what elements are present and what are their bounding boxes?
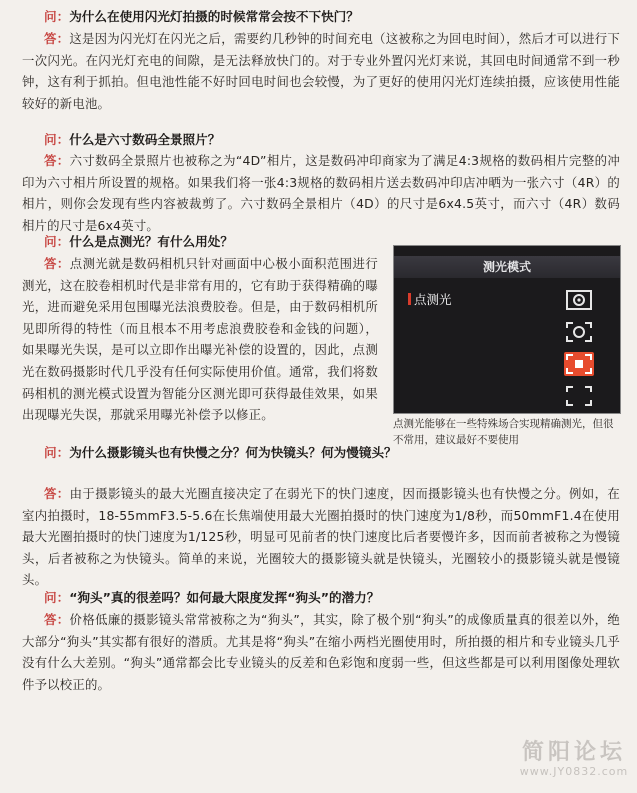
watermark-logo-text: 简阳论坛: [521, 740, 626, 765]
metering-mode-photo: [393, 245, 621, 414]
answer-3: [22, 253, 378, 426]
answer-text: 由于摄影镜头的最大光圈直接决定了在弱光下的快门速度，因而摄影镜头也有快慢之分。例如，在室内拍摄时，18-55mmF3.5-5.6在长焦端使用最大光圈拍摄时的快门速度为1/8秒，而50mmF1.4在使用最大光圈拍摄时的快门速度为1/125秒，明显可见前者的快门速度比后者要慢许多，因而前者被称之为慢镜头，后者被称之为快镜头。简单的来说，光圈较大的摄影镜头就是快镜头，光圈较小的摄影镜头就是慢镜头。: [22, 486, 620, 588]
answer-text: 这是因为闪光灯在闪光之后，需要约几秒钟的时间充电（这被称之为回电时间），然后才可以进行下一次闪光。在闪光灯充电的间隙，是无法释放快门的。对于专业外置闪光灯来说，其回电时间通常不到一秒钟，这有利于抓拍。但电池性能不好时回电时间也会较慢，为了更好的使用闪光灯连续拍摄，应该使用性能较好的新电池。: [22, 31, 620, 111]
question-text: 为什么摄影镜头也有快慢之分？何为快镜头？何为慢镜头？: [69, 445, 397, 460]
question-label: 问：: [44, 590, 70, 605]
answer-text: 价格低廉的摄影镜头常常被称之为“狗头”，其实，除了极个别“狗头”的成像质量真的很差以外，绝大部分“狗头”其实都有很好的潜质。尤其是将“狗头”在缩小两档光圈使用时，所拍摄的相片和专业镜头几乎没有什么大差别。“狗头”通常都会比专业镜头的反差和色彩饱和度弱一些，但这些都是可以利用图像处理软件予以校正的。: [22, 612, 620, 692]
answer-1: [22, 28, 620, 114]
answer-label: 答：: [44, 256, 70, 271]
answer-text: 点测光就是数码相机只针对画面中心极小面积范围进行测光，这在胶卷相机时代是非常有用的，它有助于获得精确的曝光，进而避免采用包围曝光法浪费胶卷。但是，由于数码相机所见即所得的特性（而且根本不用考虑浪费胶卷和金钱的问题），如果曝光失误，是可以立即作出曝光补偿的设置的，因此，点测光在数码摄影时代几乎没有任何实际使用价值。通常，我们将数码相机的测光模式设置为智能分区测光即可获得最佳效果，如果出现曝光失误，那就采用曝光补偿予以修正。: [22, 256, 378, 423]
menu-title: 测光模式: [394, 256, 620, 278]
answer-5: [22, 609, 620, 695]
question-label: 问：: [44, 445, 70, 460]
question-5: [22, 589, 620, 607]
answer-label: 答：: [44, 31, 70, 46]
center-weighted-metering-icon: [564, 384, 594, 408]
question-label: 问：: [44, 9, 70, 24]
question-label: 问：: [44, 234, 70, 249]
partial-metering-icon: [564, 320, 594, 344]
watermark-url: www.JY0832.com: [519, 765, 629, 778]
answer-2: [22, 150, 620, 236]
question-text: 什么是六寸数码全景照片？: [69, 132, 221, 147]
qa-block-1: [22, 8, 620, 26]
question-3: [22, 233, 378, 251]
answer-text: 六寸数码全景照片也被称之为“4D”相片，这是数码冲印商家为了满足4:3规格的数码相片完整的冲印为六寸相片所设置的规格。如果我们将一张4:3规格的数码相片送去数码冲印店冲晒为一张六寸（4R）的相片，则你会发现有些内容被裁剪了。六寸数码全景相片（4D）的尺寸是6x4.5英寸，而六寸（4R）数码相片的尺寸是6x4英寸。: [22, 153, 620, 233]
question-2: [22, 131, 620, 149]
qa-block-4: [22, 444, 620, 462]
answer-label: 答：: [44, 153, 70, 168]
qa-block-3: [22, 233, 378, 251]
answer-label: 答：: [44, 612, 70, 627]
question-1: [22, 8, 620, 26]
qa-block-2: [22, 131, 620, 149]
answer-4: [22, 483, 620, 591]
evaluative-metering-icon: [564, 288, 594, 312]
spot-metering-icon: [564, 352, 594, 376]
question-text: “狗头”真的很差吗？如何最大限度发挥“狗头”的潜力？: [69, 590, 380, 605]
question-4: [22, 444, 620, 462]
question-text: 什么是点测光？有什么用处？: [69, 234, 233, 249]
selection-marker: [408, 293, 411, 305]
answer-label: 答：: [44, 486, 70, 501]
question-text: 为什么在使用闪光灯拍摄的时候常常会按不下快门？: [69, 9, 359, 24]
figure-caption: 点测光能够在一些特殊场合实现精确测光，但很不常用，建议最好不要使用: [393, 418, 614, 446]
qa-block-5: [22, 589, 620, 607]
selected-mode-label: [408, 290, 452, 308]
question-label: 问：: [44, 132, 70, 147]
selected-mode-text: 点测光: [414, 292, 452, 307]
